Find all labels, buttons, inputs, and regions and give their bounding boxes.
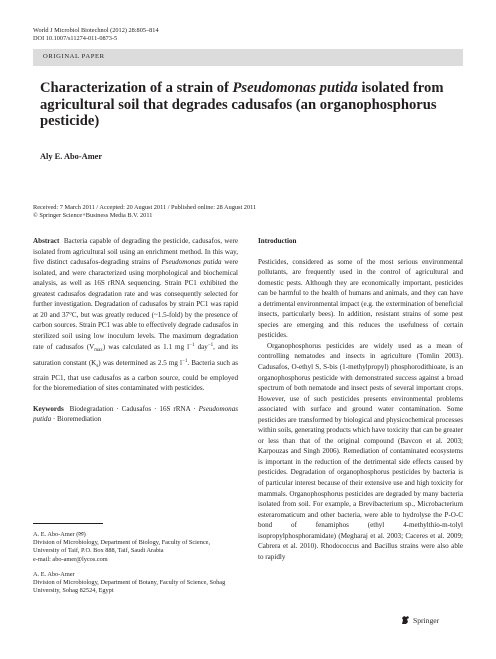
right-column	[258, 236, 463, 562]
introduction-heading: Introduction	[258, 237, 297, 245]
affiliation-1-address: Division of Microbiology, Department of Biology, Faculty of Science, University of Taif, P.O. Box 888, Taif, Saudi Arabia	[33, 539, 211, 555]
abstract-text-c: ) was calculated as 1.1 mg l	[102, 343, 190, 352]
abstract-species: Pseudomonas putida	[161, 258, 222, 267]
journal-header	[33, 27, 333, 43]
ks-subscript: s	[96, 364, 99, 370]
affiliation-2-address: Division of Microbiology, Department of Botany, Faculty of Science, Sohag University, Sohag 82524, Egypt	[33, 579, 226, 595]
unit-superscript-1: −1	[189, 343, 195, 349]
abstract-text-b: were isolated, and were characterized using morphological and biochemical analysis, as well as 16S rRNA sequencing. Strain PC1 exhibited the greatest cadusafos degradation rate and was consequently selected for further investigation. Degradation of cadusafos by strain PC1 was rapid at 20 and 37°C, but was greatly reduced (~1.5-fold) by the presence of carbon sources. Strain PC1 was able to effectively degrade cadusafos in sterilized soil using low inoculum levels. The maximum degradation rate of cadusafos (V	[33, 258, 238, 352]
affiliation-1-email[interactable]: e-mail: abo-amer@lycos.com	[33, 555, 108, 563]
keywords-heading: Keywords	[33, 404, 64, 413]
abstract-text-a: Bacteria capable of degrading the pesticide, cadusafos, were isolated from agricultural soil using an enrichment method. In this way, five distinct cadusafos-degrading strains of	[33, 237, 239, 267]
title-species: Pseudomonas putida	[232, 80, 358, 96]
footnote-rule	[33, 523, 103, 524]
section-tag-bar	[33, 49, 463, 66]
publication-dates	[33, 204, 463, 220]
left-column	[33, 236, 238, 425]
abstract-heading: Abstract	[33, 237, 60, 245]
abstract-text-g: . Bacteria such as strain PC1, that use cadusafos as a carbon source, could be employed for the bioremediation of sites contaminated with pesticides.	[33, 359, 238, 393]
abstract-text-f: ) was determined as 2.5 mg l	[98, 359, 183, 368]
title-part-1: Characterization of a strain of	[40, 80, 233, 96]
section-tag: ORIGINAL PAPER	[43, 53, 105, 60]
springer-horse-icon	[401, 615, 410, 625]
introduction-paragraph-2: Organophosphorus pesticides are widely used as a mean of controlling nematodes and insects in agriculture (Tomlin 2003). Cadusafos, O-ethyl S, S-bis (1-methylpropyl) phosphorodithioate, is an organophosphorus pesticide with demonstrated success against a broad spectrum of both nematode and insect pests of several important crops. However, use of such pesticides presents environmental problems associated with surface and ground water contamination. Some pesticides are transformed by biological and physicochemical processes within soils, generating products which have toxicity that can be greater or less than that of the original compound (Bavcon et al. 2003; Karpouzas and Singh 2006). Remediation of contaminated ecosystems is important in the reduction of the detrimental side effects caused by pesticides. Degradation of organophosphorus pesticides by bacteria is of particular interest because of their extensive use and high toxicity for mammals. Organophosphorus pesticides are degraded by many bacteria isolated from soil. For example, a Brevibacterium sp., Microbacterium esteraromaticum and other bacteria, were able to hydrolyse the P-O-C bond of fenamiphos (ethyl 4-methylthio-m-tolyl isopropylphosphoramidate) (Megharaj et al. 2003; Caceres et al. 2009; Cabrera et al. 2010). Rhodococcus and Bacillus strains were also able to rapidly	[258, 341, 463, 561]
date-history: Received: 7 March 2011 / Accepted: 20 August 2011 / Published online: 28 August 2011	[33, 204, 257, 211]
author-name: Aly E. Abo-Amer	[40, 152, 103, 161]
copyright: © Springer Science+Business Media B.V. 2011	[33, 212, 153, 220]
affiliation-1-name: A. E. Abo-Amer (✉)	[33, 531, 86, 538]
abstract-text-e: , and its saturation constant (K	[33, 343, 238, 368]
title-part-2: isolated from agricultural soil that degrades cadusafos (an organophosphorus pesticide)	[40, 80, 444, 129]
affiliation-1	[33, 531, 238, 564]
unit-superscript-3: −1	[182, 359, 188, 365]
journal-citation: World J Microbiol Biotechnol (2012) 28:805–814	[33, 27, 159, 34]
publisher-mark	[401, 615, 439, 625]
publisher-name: Springer	[413, 615, 440, 625]
affiliation-2	[33, 571, 238, 596]
unit-superscript-2: −1	[207, 343, 214, 349]
abstract-text-d: day	[194, 343, 208, 352]
paper-title	[40, 80, 460, 130]
keywords-species: Pseudomonas putida	[33, 404, 239, 424]
doi: DOI 10.1007/s11274-011-0873-5	[33, 35, 118, 43]
keywords-tail: · Bioremediation	[51, 415, 102, 424]
introduction-paragraph-1: Pesticides, considered as some of the most serious environmental pollutants, are frequently used in the control of agricultural and domestic pests. Although they are economically important, pesticides can be harmful to the health of humans and animals, and they can have a detrimental environmental impact (e.g. the extermination of beneficial insects, particularly bees). In addition, resistant strains of some pest species are emerging and this reduces the usefulness of certain pesticides.	[258, 257, 463, 340]
abstract	[33, 236, 238, 394]
vmax-subscript: max	[94, 348, 103, 354]
keywords-text: Biodegradation · Cadusafos · 16S rRNA ·	[69, 404, 199, 413]
affiliation-2-name: A. E. Abo-Amer	[33, 571, 75, 578]
keywords	[33, 404, 238, 425]
